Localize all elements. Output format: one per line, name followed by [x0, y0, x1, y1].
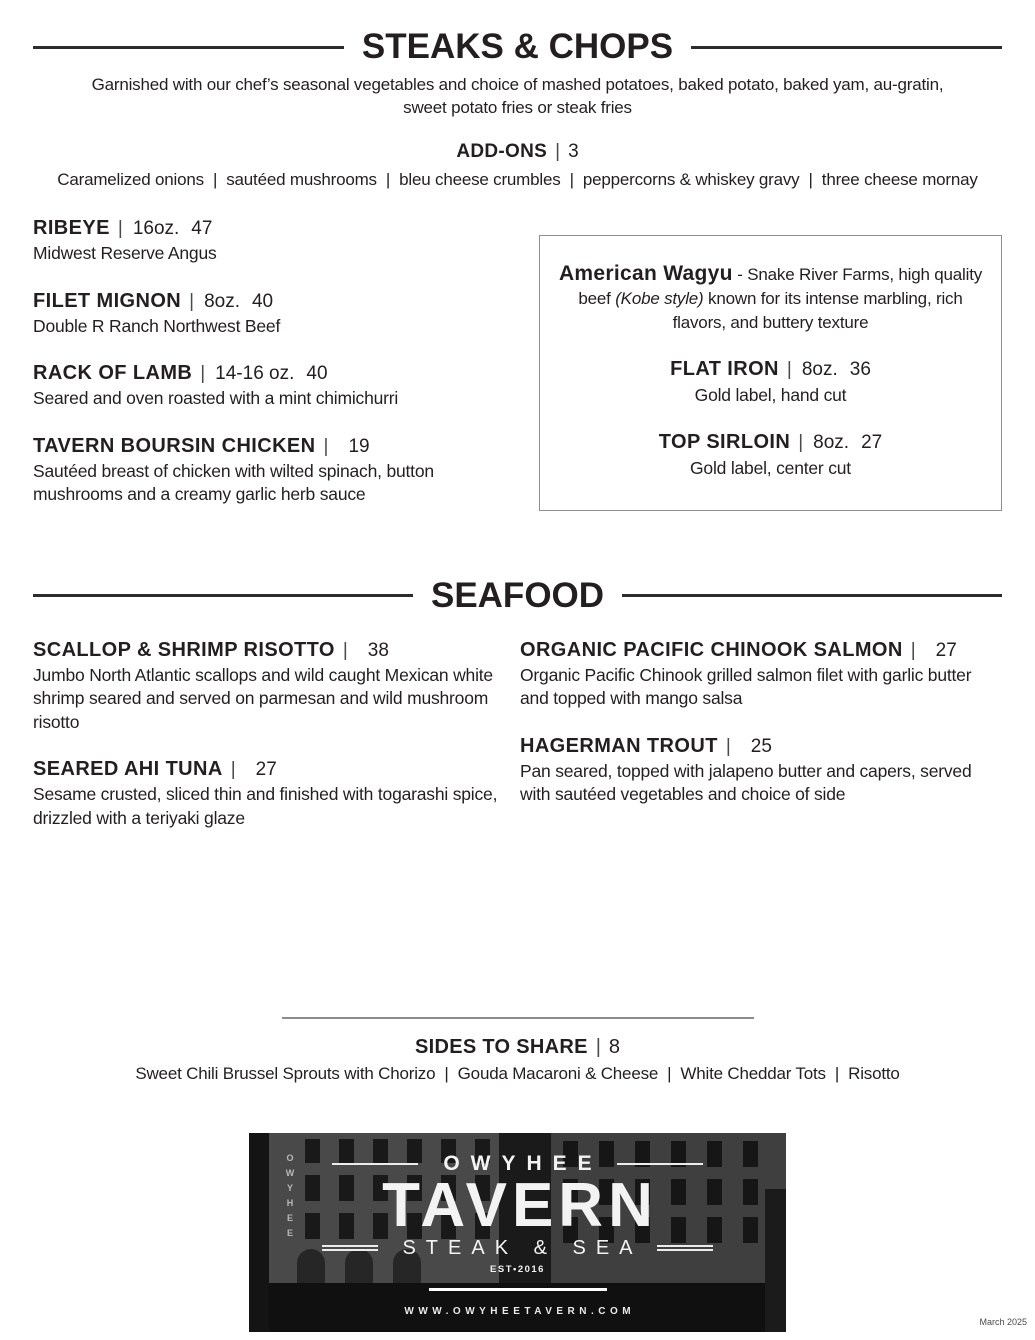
- item-name: RIBEYE: [33, 217, 110, 239]
- item-description: Pan seared, topped with jalapeno butter and capers, served with sautéed vegetables and choice of side: [520, 760, 972, 804]
- seafood-section-title: SEAFOOD: [430, 575, 605, 615]
- building-vertical-sign: OWYHEE: [285, 1153, 295, 1243]
- wagyu-heading: [556, 262, 985, 335]
- steaks-section-title: STEAKS & CHOPS: [361, 27, 674, 66]
- item-price: 27: [935, 639, 957, 661]
- item-price: 19: [348, 435, 370, 457]
- item-description: Organic Pacific Chinook grilled salmon filet with garlic butter and topped with mango salsa: [520, 664, 972, 708]
- wagyu-heading-text: - Snake River Farms, high quality beef: [578, 265, 983, 308]
- sides-list: Sweet Chili Brussel Sprouts with Chorizo | Gouda Macaroni & Cheese | White Cheddar Tots | Risotto: [135, 1064, 900, 1083]
- logo-flank-line: [332, 1163, 418, 1165]
- addons-block: [33, 139, 1002, 191]
- menu-item-chinook-salmon: [520, 637, 1002, 711]
- header-rule-left: [33, 594, 413, 597]
- steaks-body: [33, 215, 1002, 529]
- item-name: HAGERMAN TROUT: [520, 734, 718, 757]
- logo-website-url: WWW.OWYHEETAVERN.COM: [404, 1305, 636, 1317]
- logo-text-overlay: [249, 1133, 786, 1332]
- seafood-section-header: [33, 575, 1002, 617]
- steaks-subtitle: [33, 74, 1002, 119]
- american-wagyu-box: [539, 235, 1002, 511]
- restaurant-logo-banner: [249, 1133, 786, 1332]
- item-price: 40: [306, 363, 328, 384]
- item-description: Sautéed breast of chicken with wilted spinach, button mushrooms and a creamy garlic herb sauce: [33, 460, 434, 504]
- item-name: RACK OF LAMB: [33, 362, 193, 384]
- seafood-right-column: [520, 637, 1002, 853]
- wagyu-kobe-style: (Kobe style): [615, 289, 704, 308]
- item-price: 25: [750, 735, 772, 757]
- addons-label: ADD-ONS: [456, 141, 548, 162]
- menu-item-ribeye: [33, 215, 515, 266]
- menu-item-flat-iron: [556, 356, 985, 408]
- pipe-separator: |: [342, 639, 348, 661]
- pipe-separator: |: [595, 1036, 601, 1058]
- item-name: TOP SIRLOIN: [658, 430, 791, 453]
- item-price: 47: [191, 218, 213, 239]
- steaks-section-header: [33, 26, 1002, 68]
- item-name: FLAT IRON: [670, 358, 779, 380]
- pipe-separator: |: [910, 639, 916, 661]
- menu-item-top-sirloin: [556, 429, 985, 481]
- item-description: Midwest Reserve Angus: [33, 243, 217, 263]
- sides-divider-rule: [282, 1017, 754, 1019]
- header-rule-right: [622, 594, 1002, 597]
- menu-item-filet-mignon: [33, 288, 515, 339]
- seafood-left-column: [33, 637, 515, 853]
- pipe-separator: |: [323, 435, 329, 457]
- addons-heading: [33, 139, 1002, 165]
- item-description: Sesame crusted, sliced thin and finished with togarashi spice, drizzled with a teriyaki glaze: [33, 784, 498, 828]
- pipe-separator: |: [555, 141, 561, 162]
- logo-wordmark-main: TAVERN: [382, 1171, 658, 1240]
- sides-block: [33, 1033, 1002, 1085]
- menu-item-rack-of-lamb: [33, 360, 515, 411]
- menu-item-scallop-shrimp-risotto: [33, 637, 515, 735]
- menu-item-hagerman-trout: [520, 733, 1002, 807]
- item-price: 27: [861, 431, 883, 453]
- item-price: 36: [849, 359, 871, 380]
- steaks-subtitle-line2: sweet potato fries or steak fries: [403, 97, 632, 117]
- logo-wordmark-top: OWYHEE: [443, 1152, 603, 1175]
- item-name: SEARED AHI TUNA: [33, 758, 223, 780]
- pipe-separator: |: [798, 431, 804, 453]
- item-description: Double R Ranch Northwest Beef: [33, 315, 281, 336]
- steaks-subtitle-line1: Garnished with our chef’s seasonal vegetables and choice of mashed potatoes, baked potato, baked yam, au-gratin,: [91, 75, 944, 94]
- pipe-separator: |: [230, 759, 236, 780]
- pipe-separator: |: [200, 363, 206, 384]
- logo-divider-line: [429, 1288, 607, 1291]
- item-name: TAVERN BOURSIN CHICKEN: [33, 434, 316, 457]
- pipe-separator: |: [725, 735, 731, 757]
- pipe-separator: |: [117, 218, 123, 239]
- menu-item-tavern-boursin-chicken: [33, 433, 515, 507]
- logo-tagline: STEAK & SEA: [402, 1237, 643, 1259]
- sides-price: 8: [608, 1036, 621, 1058]
- addons-price: 3: [568, 141, 579, 162]
- sides-label: SIDES TO SHARE: [414, 1036, 588, 1058]
- item-size: 14-16 oz.: [215, 363, 295, 384]
- pipe-separator: |: [786, 359, 792, 380]
- item-size: 8oz.: [813, 431, 850, 453]
- item-price: 27: [255, 759, 277, 780]
- item-price: 40: [251, 290, 274, 312]
- item-name: SCALLOP & SHRIMP RISOTTO: [33, 638, 335, 661]
- item-size: 8oz.: [801, 359, 838, 380]
- logo-flank-line: [617, 1163, 703, 1165]
- menu-item-seared-ahi-tuna: [33, 756, 515, 830]
- wagyu-title: American Wagyu: [558, 262, 733, 285]
- logo-sub-row: [322, 1236, 712, 1260]
- addons-list: Caramelized onions | sautéed mushrooms | bleu cheese crumbles | peppercorns & whiskey gravy | three cheese mornay: [57, 170, 978, 189]
- item-description: Gold label, hand cut: [694, 385, 847, 405]
- pipe-separator: |: [189, 290, 195, 312]
- item-name: ORGANIC PACIFIC CHINOOK SALMON: [520, 638, 903, 661]
- menu-revision-date: March 2025: [979, 1317, 1027, 1327]
- sides-heading: [33, 1033, 1002, 1061]
- item-size: 8oz.: [204, 290, 240, 312]
- header-rule-right: [691, 46, 1002, 49]
- logo-flank-double-line: [657, 1245, 713, 1251]
- item-description: Jumbo North Atlantic scallops and wild caught Mexican white shrimp seared and served on parmesan and wild mushroom risotto: [33, 664, 493, 732]
- item-price: 38: [367, 639, 389, 661]
- item-name: FILET MIGNON: [33, 289, 182, 312]
- steaks-item-list: [33, 215, 515, 529]
- item-size: 16oz.: [132, 218, 180, 239]
- wagyu-heading-text-2: known for its intense marbling, rich flavors, and buttery texture: [672, 289, 963, 332]
- seafood-body: [33, 637, 1002, 853]
- item-description: Seared and oven roasted with a mint chimichurri: [33, 388, 399, 408]
- logo-flank-double-line: [322, 1245, 378, 1251]
- header-rule-left: [33, 46, 344, 49]
- logo-established-year: EST•2016: [490, 1264, 545, 1275]
- item-description: Gold label, center cut: [690, 457, 851, 478]
